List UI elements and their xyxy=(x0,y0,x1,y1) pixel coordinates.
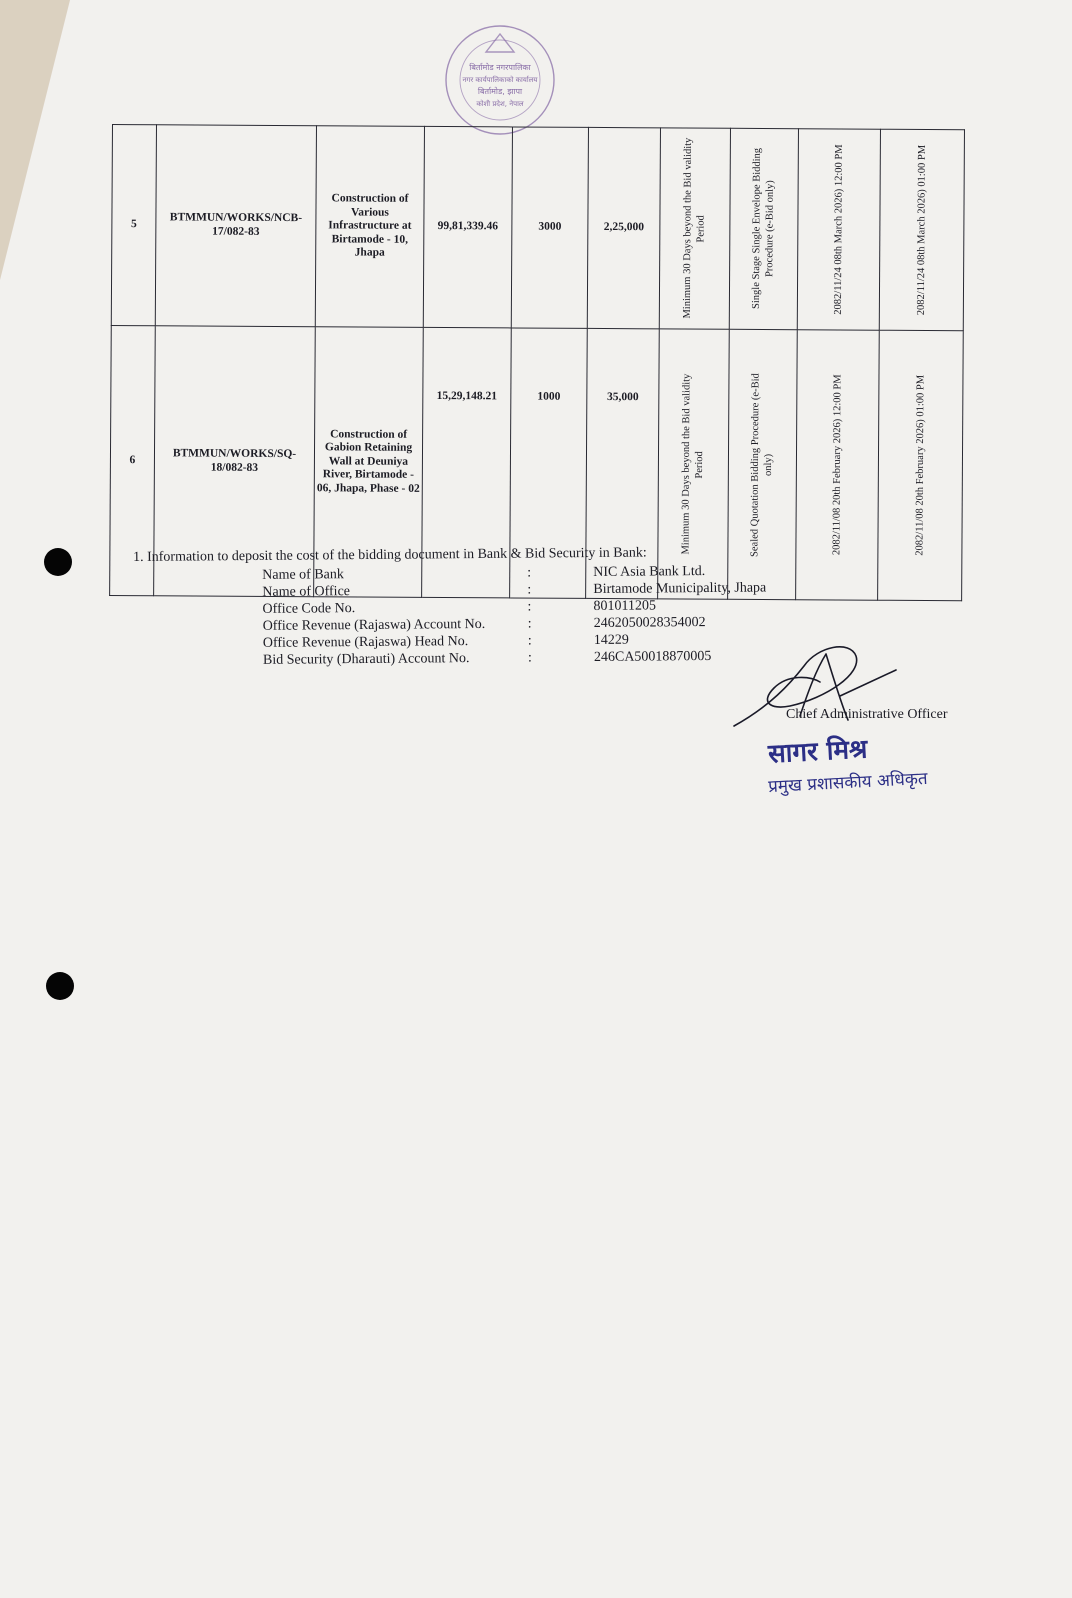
punch-hole xyxy=(44,548,72,576)
bank-info-value: 246CA50018870005 xyxy=(593,648,712,665)
submission-deadline: 2082/11/24 08th March 2026) 12:00 PM xyxy=(832,144,845,315)
separator: : xyxy=(527,650,532,666)
separator: : xyxy=(527,582,532,598)
bid-security-amount: 35,000 xyxy=(586,328,660,598)
bank-info-label: Office Revenue (Rajaswa) Account No. xyxy=(262,616,486,634)
bank-info-value: NIC Asia Bank Ltd. xyxy=(593,563,706,580)
bank-info-label: Office Revenue (Rajaswa) Head No. xyxy=(262,633,469,651)
seal-line-1: बिर्तामोड नगरपालिका xyxy=(469,63,531,72)
bank-info-value: 14229 xyxy=(593,632,629,648)
bid-notice-table xyxy=(109,124,965,601)
cost-estimate: 15,29,148.21 xyxy=(422,327,512,598)
serial-number: 6 xyxy=(110,325,156,595)
seal-line-4: कोशी प्रदेश, नेपाल xyxy=(476,100,524,108)
bank-info-value: Birtamode Municipality, Jhapa xyxy=(593,579,767,597)
signatory-name-stamp: सागर मिश्र xyxy=(767,734,869,770)
bidding-procedure: Sealed Quotation Bidding Procedure (e-Bid only) xyxy=(749,372,775,557)
bid-validity-cell xyxy=(659,128,730,329)
procedure-cell xyxy=(729,128,798,329)
seal-line-2: नगर कार्यपालिकाको कार्यालय xyxy=(462,76,538,84)
signatory-title: Chief Administrative Officer xyxy=(786,707,948,722)
cost-estimate: 99,81,339.46 xyxy=(423,126,512,328)
submission-deadline: 2082/11/08 20th February 2026) 12:00 PM xyxy=(831,374,844,556)
bank-info-label: Name of Office xyxy=(262,583,351,600)
bid-validity: Minimum 30 Days beyond the Bid validity Period xyxy=(680,373,706,555)
separator: : xyxy=(527,633,532,649)
contract-id: BTMMUN/WORKS/NCB-17/082-83 xyxy=(155,125,316,327)
bid-security-amount: 2,25,000 xyxy=(587,127,660,328)
bank-info-heading: 1. Information to deposit the cost of the bidding document in Bank & Bid Security in Bank: xyxy=(133,545,647,565)
serial-number: 5 xyxy=(111,125,156,326)
document-fee: 3000 xyxy=(511,127,588,328)
bid-validity: Minimum 30 Days beyond the Bid validity Period xyxy=(682,138,707,319)
opening-date: 2082/11/24 08th March 2026) 01:00 PM xyxy=(915,144,928,316)
deadline-cell xyxy=(797,129,880,330)
document-fee: 1000 xyxy=(510,328,588,598)
table-row xyxy=(111,125,964,331)
contract-id: BTMMUN/WORKS/SQ-18/082-83 xyxy=(154,326,316,597)
opening-date: 2082/11/08 20th February 2026) 01:00 PM xyxy=(914,375,927,556)
separator: : xyxy=(527,599,532,615)
punch-hole xyxy=(46,972,74,1000)
separator: : xyxy=(527,565,532,581)
bidding-procedure: Single Stage Single Envelope Bidding Procedure (e-Bid only) xyxy=(751,148,777,310)
seal-line-3: बिर्तामोड, झापा xyxy=(477,87,523,96)
bank-info-label: Bid Security (Dharauti) Account No. xyxy=(262,650,470,668)
bank-info-label: Name of Bank xyxy=(262,566,344,583)
work-description: Construction of Gabion Retaining Wall at Deuniya River, Birtamode - 06, Jhapa, Phase - 02 xyxy=(314,327,424,598)
separator: : xyxy=(527,616,532,632)
work-description: Construction of Various Infrastructure at Birtamode - 10, Jhapa xyxy=(315,126,424,328)
municipal-seal xyxy=(420,18,580,138)
paper-edge-shadow xyxy=(0,0,70,280)
opening-cell xyxy=(879,129,964,331)
signatory-designation-stamp: प्रमुख प्रशासकीय अधिकृत xyxy=(767,768,929,798)
bank-info-value: 2462050028354002 xyxy=(593,614,706,631)
bank-info-label: Office Code No. xyxy=(262,600,356,617)
bank-info-value: 801011205 xyxy=(593,597,657,614)
